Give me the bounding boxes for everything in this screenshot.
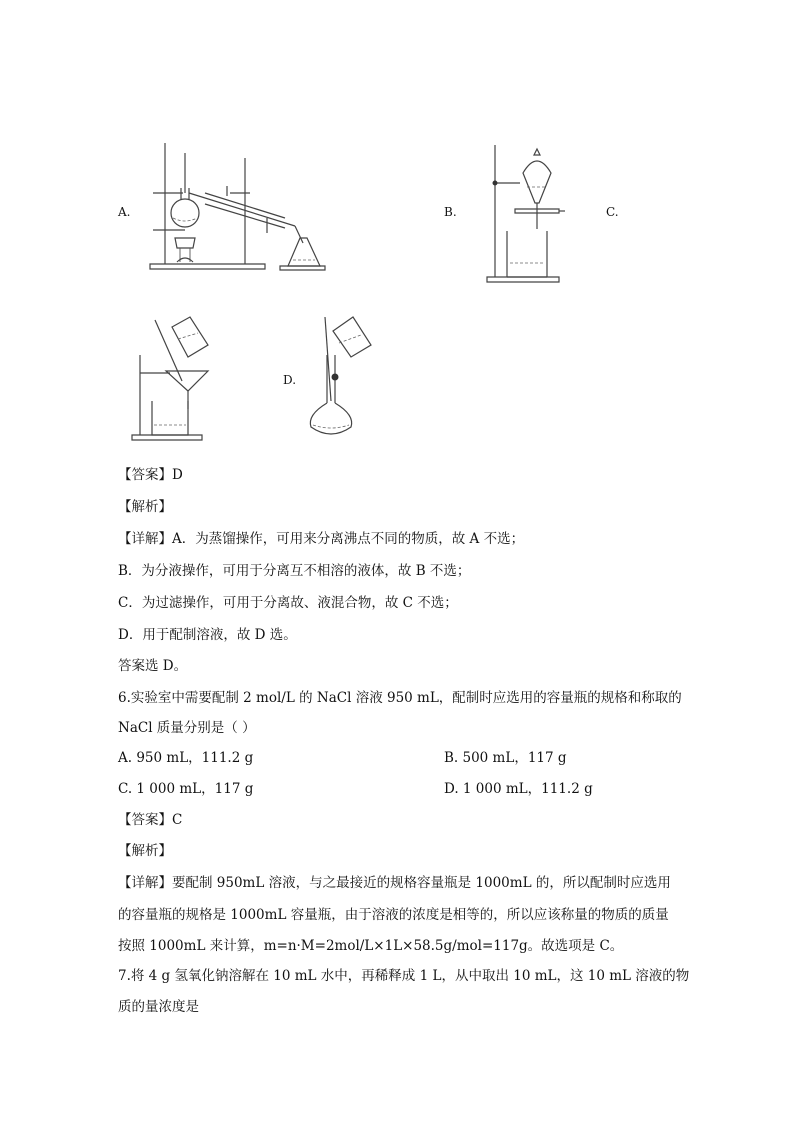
q5-detail-line: D．用于配制溶液，故 D 选。 xyxy=(118,627,297,643)
filtration-figure xyxy=(130,315,220,443)
q6-option-d: D. 1 000 mL，111.2 g xyxy=(444,781,593,797)
q5-detail-line: B．为分液操作，可用于分离互不相溶的液体，故 B 不选； xyxy=(118,563,471,579)
q5-answer: 【答案】D xyxy=(118,467,183,483)
q6-option-a: A. 950 mL，111.2 g xyxy=(118,750,254,766)
option-b-label: B. xyxy=(444,205,457,219)
separatory-funnel-figure xyxy=(485,143,565,285)
q6-detail-line: 按照 1000mL 来计算，m=n·M=2mol/L×1L×58.5g/mol=117g。故选项是 C。 xyxy=(118,938,624,954)
q6-stem-line: NaCl 质量分别是（ ） xyxy=(118,720,256,736)
q6-stem-line: 6.实验室中需要配制 2 mol/L 的 NaCl 溶液 950 mL，配制时应选用的容量瓶的规格和称取的 xyxy=(118,690,682,706)
q5-analysis-heading: 【解析】 xyxy=(118,499,172,515)
q6-detail-line: 【详解】要配制 950mL 溶液，与之最接近的规格容量瓶是 1000mL 的，所以配制时应选用 xyxy=(118,875,671,891)
q7-stem-line: 质的量浓度是 xyxy=(118,999,199,1015)
option-a-label: A. xyxy=(118,205,131,219)
q6-option-c: C. 1 000 mL，117 g xyxy=(118,781,254,797)
option-c-label: C. xyxy=(606,205,619,219)
q5-detail-line: 【详解】A．为蒸馏操作，可用来分离沸点不同的物质，故 A 不选； xyxy=(118,531,525,547)
q6-answer: 【答案】C xyxy=(118,812,183,828)
q6-analysis-heading: 【解析】 xyxy=(118,843,172,859)
option-d-label: D. xyxy=(283,373,297,387)
q6-option-b: B. 500 mL，117 g xyxy=(444,750,567,766)
q7-stem-line: 7.将 4 g 氢氧化钠溶解在 10 mL 水中，再稀释成 1 L，从中取出 10 mL，这 10 mL 溶液的物 xyxy=(118,968,690,984)
q5-conclusion: 答案选 D。 xyxy=(118,658,188,674)
q6-detail-line: 的容量瓶的规格是 1000mL 容量瓶，由于溶液的浓度是相等的，所以应该称量的物质的质量 xyxy=(118,907,669,923)
distillation-apparatus-figure xyxy=(145,138,330,272)
q5-detail-line: C．为过滤操作，可用于分离故、液混合物，故 C 不选； xyxy=(118,595,458,611)
volumetric-flask-figure xyxy=(305,315,380,443)
